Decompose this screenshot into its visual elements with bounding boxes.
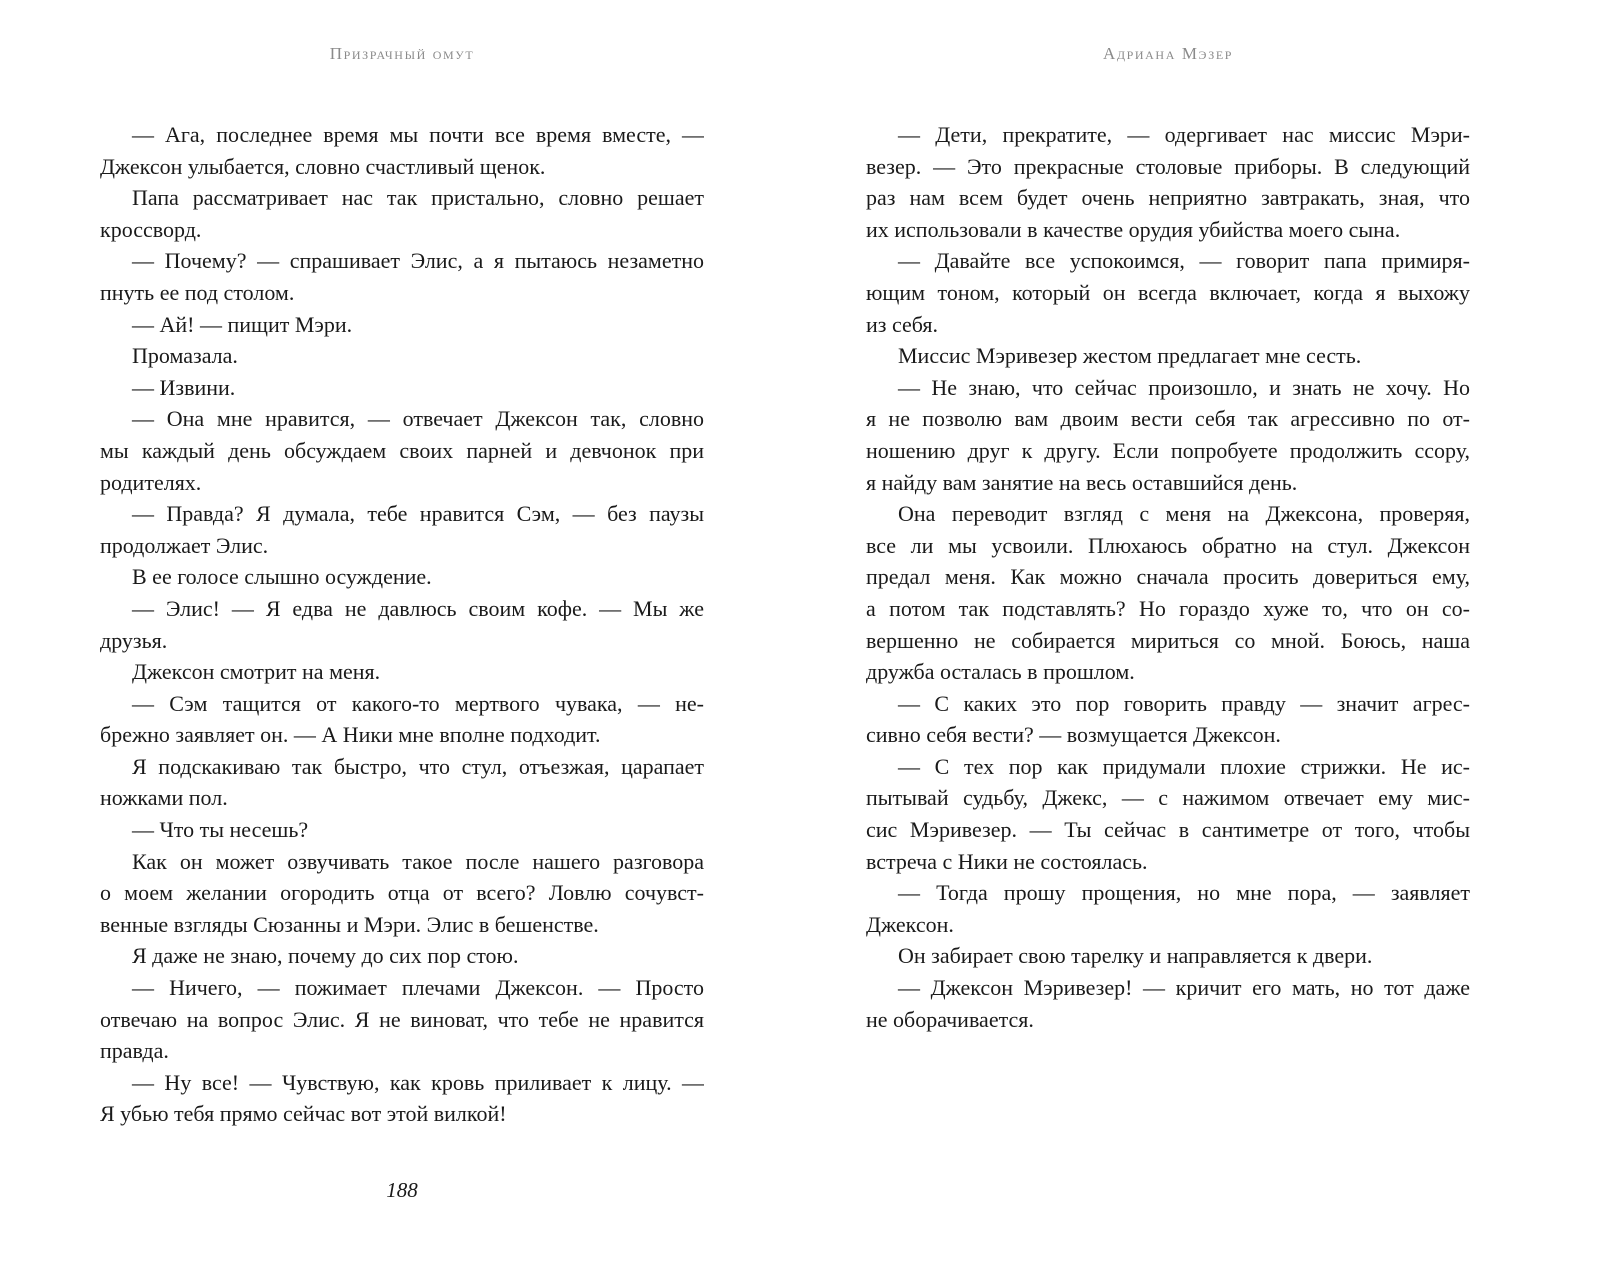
text-line: друзья. bbox=[100, 627, 168, 653]
text-line: из себя. bbox=[866, 311, 939, 337]
paragraph bbox=[100, 656, 704, 688]
text-line: — Извини. bbox=[132, 374, 236, 400]
paragraph bbox=[866, 245, 1470, 340]
paragraph bbox=[866, 972, 1470, 1035]
text-line: — Элис! — Я едва не давлюсь своим кофе. — Мы же bbox=[132, 595, 704, 621]
text-line: правда. bbox=[100, 1038, 169, 1064]
text-line: Он забирает свою тарелку и направляется к двери. bbox=[898, 943, 1373, 969]
text-line: — Дети, прекратите, — одергивает нас миссис Мэри- bbox=[898, 122, 1470, 147]
paragraph bbox=[100, 119, 704, 182]
text-line: Как он может озвучивать такое после нашего разговора bbox=[132, 848, 704, 874]
text-line: Джексон смотрит на меня. bbox=[132, 659, 381, 685]
text-line: — Ай! — пищит Мэри. bbox=[132, 311, 353, 337]
text-line: ющим тоном, который он всегда включает, когда я выхожу bbox=[866, 279, 1470, 305]
text-line: предал меня. Как можно сначала просить довериться ему, bbox=[866, 564, 1470, 590]
paragraph bbox=[100, 940, 704, 972]
text-line: мы каждый день обсуждаем своих парней и девчонок при bbox=[100, 437, 704, 463]
paragraph bbox=[100, 972, 704, 1067]
left-page bbox=[100, 0, 704, 1280]
paragraph bbox=[100, 593, 704, 656]
paragraph bbox=[100, 688, 704, 751]
paragraph bbox=[866, 498, 1470, 688]
running-head-author: Адриана Мэзер bbox=[1102, 44, 1234, 63]
text-line: о моем желании огородить отца от всего? Ловлю сочувст- bbox=[100, 880, 704, 906]
paragraph bbox=[100, 1067, 704, 1130]
text-line: пытывай судьбу, Джекс, — с нажимом отвечает ему мис- bbox=[866, 785, 1470, 811]
text-line: я найду вам занятие на весь оставшийся день. bbox=[866, 469, 1298, 495]
text-line: Промазала. bbox=[132, 343, 238, 369]
text-line: везер. — Это прекрасные столовые приборы. В следующий bbox=[866, 153, 1470, 179]
text-line: — С каких это пор говорить правду — значит агрес- bbox=[898, 690, 1470, 716]
text-line: все ли мы усвоили. Плюхаюсь обратно на стул. Джексон bbox=[866, 532, 1470, 558]
text-line: В ее голосе слышно осуждение. bbox=[132, 564, 432, 590]
text-line: — Сэм тащится от какого-то мертвого чувака, — не- bbox=[132, 690, 704, 716]
text-line: ношению друг к другу. Если попробуете продолжить ссору, bbox=[866, 437, 1470, 463]
text-line: продолжает Элис. bbox=[100, 532, 269, 558]
page-number: 188 bbox=[386, 1178, 418, 1202]
paragraph bbox=[100, 182, 704, 245]
text-line: не оборачивается. bbox=[866, 1006, 1034, 1032]
text-line: Миссис Мэривезер жестом предлагает мне сесть. bbox=[898, 343, 1362, 369]
text-line: а потом так подставлять? Но гораздо хуже то, что он со- bbox=[866, 595, 1470, 621]
text-line: — Ничего, — пожимает плечами Джексон. — Просто bbox=[132, 975, 704, 1001]
body-text bbox=[100, 119, 704, 1130]
paragraph bbox=[100, 309, 704, 341]
text-line: — Что ты несешь? bbox=[132, 817, 309, 843]
paragraph bbox=[866, 688, 1470, 751]
paragraph bbox=[100, 403, 704, 498]
text-line: — Она мне нравится, — отвечает Джексон так, словно bbox=[132, 406, 704, 432]
text-line: дружба осталась в прошлом. bbox=[866, 659, 1135, 685]
text-line: кроссворд. bbox=[100, 216, 202, 242]
paragraph bbox=[866, 940, 1470, 972]
text-line: ножками пол. bbox=[100, 785, 228, 811]
body-text bbox=[866, 119, 1470, 1035]
paragraph bbox=[100, 498, 704, 561]
text-line: — Тогда прошу прощения, но мне пора, — заявляет bbox=[898, 880, 1470, 906]
text-line: венные взгляды Сюзанны и Мэри. Элис в бешенстве. bbox=[100, 911, 599, 937]
text-line: Я даже не знаю, почему до сих пор стою. bbox=[132, 943, 519, 969]
text-line: — Давайте все успокоимся, — говорит папа примиря- bbox=[898, 248, 1470, 274]
paragraph bbox=[866, 751, 1470, 877]
text-line: пнуть ее под столом. bbox=[100, 279, 295, 305]
text-line: Джексон улыбается, словно счастливый щенок. bbox=[100, 153, 546, 179]
text-line: родителях. bbox=[100, 469, 202, 495]
paragraph bbox=[100, 245, 704, 308]
paragraph bbox=[866, 119, 1470, 245]
text-line: — Не знаю, что сейчас произошло, и знать не хочу. Но bbox=[898, 374, 1470, 400]
text-line: — Правда? Я думала, тебе нравится Сэм, — без паузы bbox=[132, 501, 704, 527]
paragraph bbox=[866, 372, 1470, 498]
running-head-book-title: Призрачный омут bbox=[329, 44, 475, 63]
text-line: раз нам всем будет очень неприятно завтракать, зная, что bbox=[866, 185, 1470, 211]
text-line: — Ага, последнее время мы почти все время вместе, — bbox=[132, 122, 704, 147]
paragraph bbox=[100, 751, 704, 814]
text-line: вершенно не собирается мириться со мной. Боюсь, наша bbox=[866, 627, 1470, 653]
text-line: — Ну все! — Чувствую, как кровь приливает к лицу. — bbox=[132, 1069, 704, 1095]
paragraph bbox=[866, 877, 1470, 940]
text-line: — Почему? — спрашивает Элис, а я пытаюсь незаметно bbox=[132, 248, 704, 274]
paragraph bbox=[100, 340, 704, 372]
text-line: я не позволю вам двоим вести себя так агрессивно по от- bbox=[866, 406, 1470, 432]
text-line: Папа рассматривает нас так пристально, словно решает bbox=[132, 185, 704, 211]
paragraph bbox=[100, 372, 704, 404]
text-line: — С тех пор как придумали плохие стрижки. Не ис- bbox=[898, 753, 1470, 779]
text-line: сис Мэривезер. — Ты сейчас в сантиметре от того, чтобы bbox=[866, 817, 1470, 843]
paragraph bbox=[100, 814, 704, 846]
text-line: Я подскакиваю так быстро, что стул, отъезжая, царапает bbox=[132, 753, 704, 779]
text-line: Она переводит взгляд с меня на Джексона, проверяя, bbox=[898, 501, 1470, 527]
text-line: брежно заявляет он. — А Ники мне вполне подходит. bbox=[100, 722, 601, 748]
text-line: Джексон. bbox=[866, 911, 954, 937]
text-line: отвечаю на вопрос Элис. Я не виноват, что тебе не нравится bbox=[100, 1006, 704, 1032]
text-line: Я убью тебя прямо сейчас вот этой вилкой! bbox=[100, 1101, 507, 1127]
paragraph bbox=[866, 340, 1470, 372]
text-line: сивно себя вести? — возмущается Джексон. bbox=[866, 722, 1281, 748]
right-page bbox=[866, 0, 1470, 1280]
text-line: — Джексон Мэривезер! — кричит его мать, но тот даже bbox=[898, 975, 1470, 1001]
text-line: их использовали в качестве орудия убийства моего сына. bbox=[866, 216, 1401, 242]
paragraph bbox=[100, 561, 704, 593]
text-line: встреча с Ники не состоялась. bbox=[866, 848, 1148, 874]
paragraph bbox=[100, 846, 704, 941]
